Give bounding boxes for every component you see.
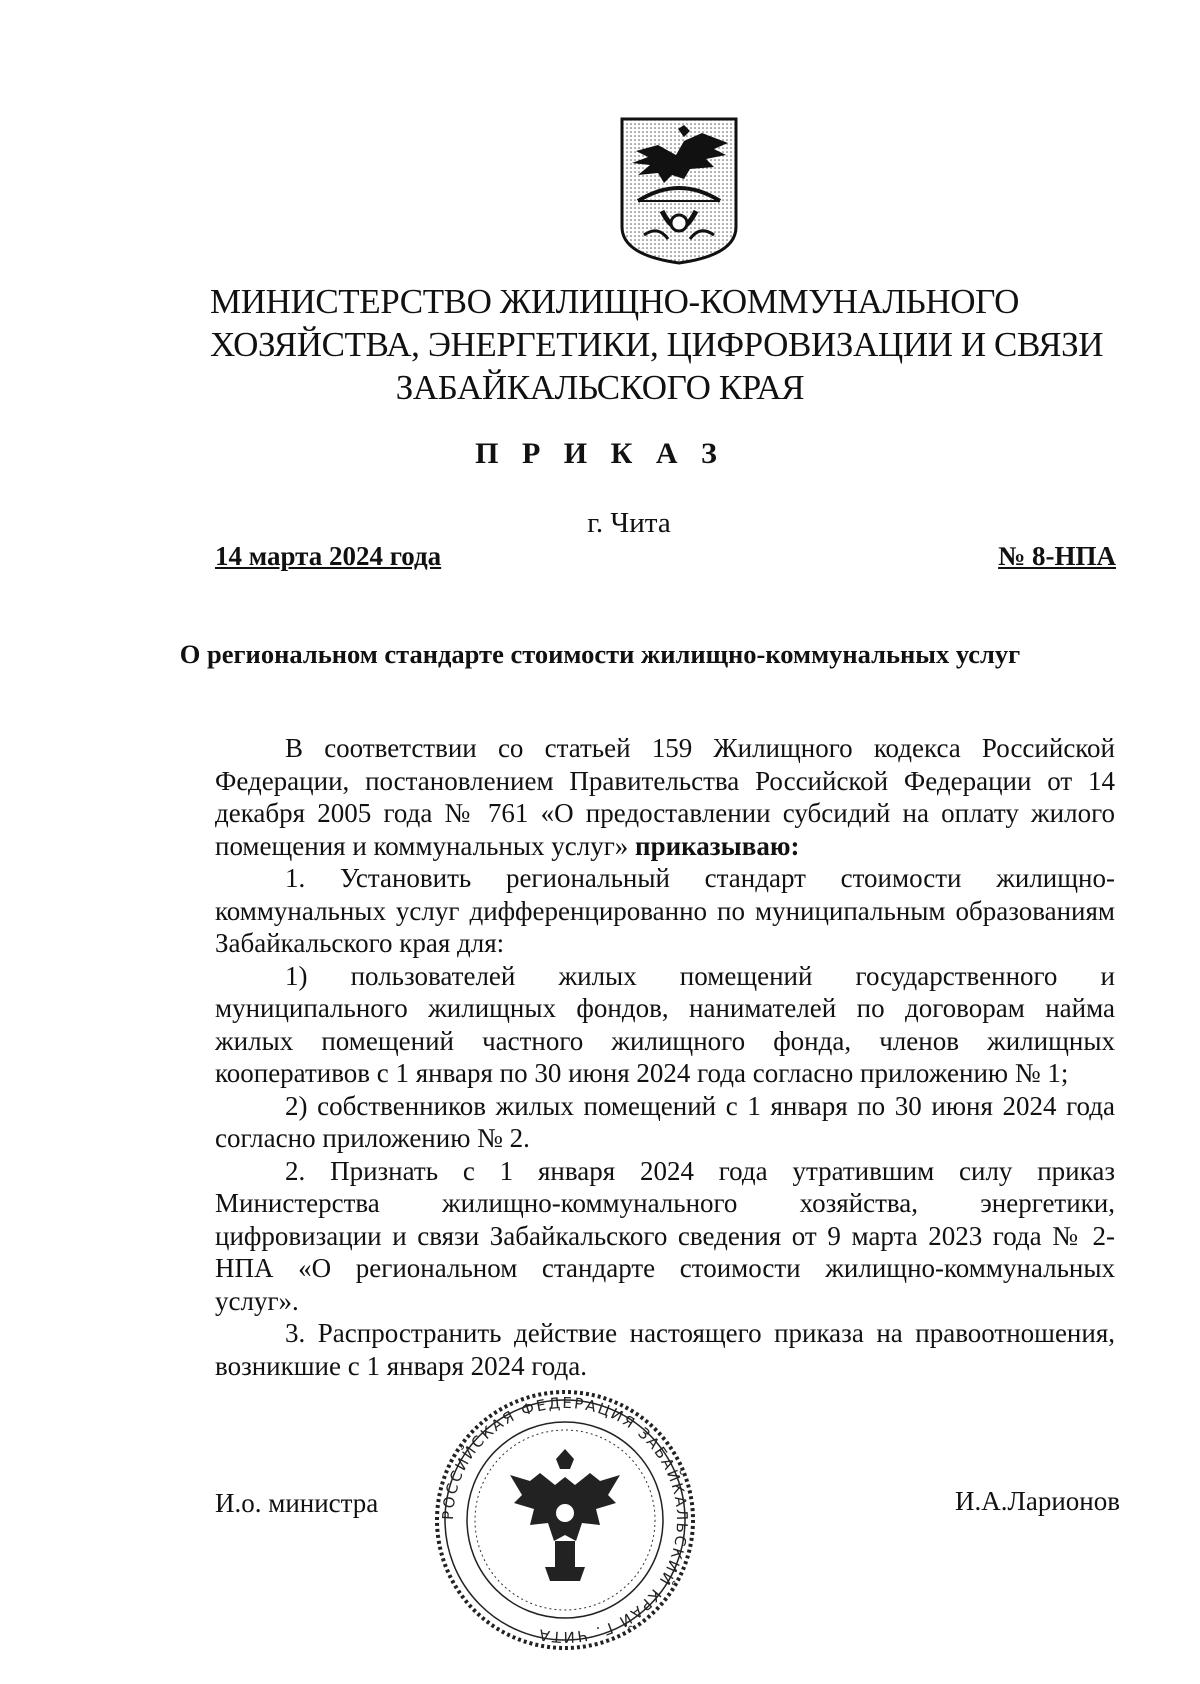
item-1-1-paragraph: 1) пользователей жилых помещений государственного и муниципального жилищных фондов, нанимателей по договорам найма жилых помещений частного жилищного фонда, членов жилищных кооперативов с 1 января по 30 июня 2024 года согласно приложению № 1; [215, 960, 1115, 1088]
item-3-paragraph: 3. Распространить действие настоящего приказа на правоотношения, возникшие с 1 января 2024 года. [215, 1318, 1115, 1381]
official-seal-icon [430, 1385, 700, 1655]
ministry-line-2: ХОЗЯЙСТВА, ЭНЕРГЕТИКИ, ЦИФРОВИЗАЦИИ И СВЯЗИ [210, 325, 1104, 364]
item-2-paragraph: 2. Признать с 1 января 2024 года утратившим силу приказ Министерства жилищно-коммунального хозяйства, энергетики, цифровизации и связи Забайкальского сведения от 9 марта 2023 года № 2-НПА «О региональном стандарте стоимости жилищно-коммунальных услуг». [215, 1155, 1115, 1316]
coat-of-arms-icon [618, 115, 740, 265]
document-number: № 8-НПА [998, 541, 1116, 571]
item-1-paragraph: 1. Установить региональный стандарт стоимости жилищно-коммунальных услуг дифференцированно по муниципальным образованиям Забайкальского края для: [215, 863, 1115, 958]
ministry-name [210, 280, 1104, 409]
ministry-line-1: МИНИСТЕРСТВО ЖИЛИЩНО-КОММУНАЛЬНОГО [210, 282, 1019, 321]
document-date: 14 марта 2024 года [215, 541, 442, 571]
preamble-paragraph [215, 732, 1115, 862]
ministry-line-3: ЗАБАЙКАЛЬСКОГО КРАЯ [395, 368, 805, 407]
document-body [215, 732, 1115, 1382]
signatory-position: И.о. министра [215, 1488, 379, 1518]
city-name: г. Чита [587, 507, 671, 539]
document-type-title: П Р И К А З [475, 437, 725, 470]
svg-text:РОССИЙСКАЯ ФЕДЕРАЦИЯ ЗАБАЙКАЛЬ: РОССИЙСКАЯ ФЕДЕРАЦИЯ ЗАБАЙКАЛЬСКИЙ КРАЙ Г. ЧИТА [438, 1393, 692, 1647]
preamble-text: В соответствии со статьей 159 Жилищного кодекса Российской Федерации, постановлением Правительства Российской Федерации от 14 декабря 2005 года № 761 «О предоставлении субсидий на оплату жилого помещения и коммунальных услуг» [215, 733, 1115, 861]
item-1-2-paragraph: 2) собственников жилых помещений с 1 января по 30 июня 2024 года согласно приложению № 2. [215, 1090, 1115, 1153]
document-subject: О региональном стандарте стоимости жилищно-коммунальных услуг [179, 639, 1021, 669]
preamble-order-word: приказываю: [635, 830, 800, 861]
signatory-name: И.А.Ларионов [955, 1486, 1120, 1516]
